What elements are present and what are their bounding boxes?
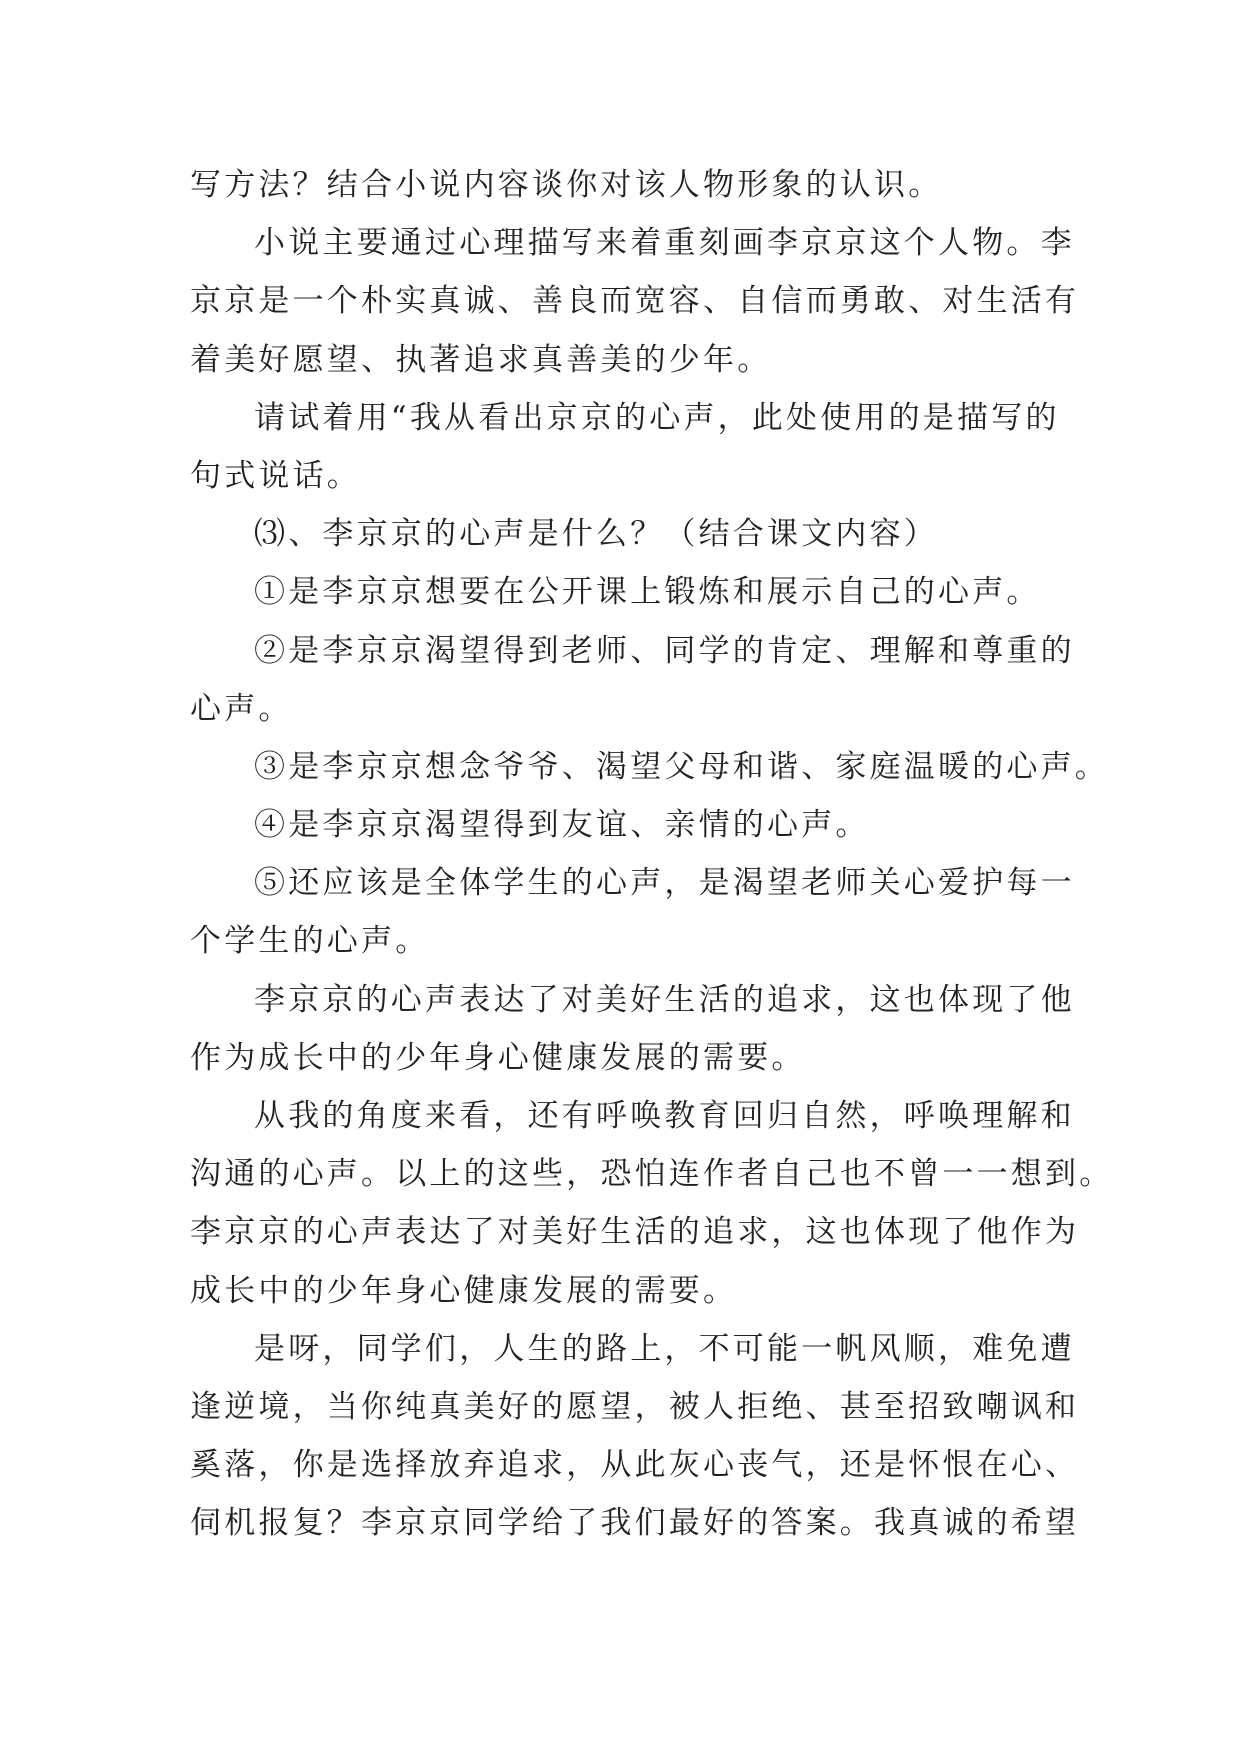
text-line: ③是李京京想念爷爷、渴望父母和谐、家庭温暖的心声。 [254, 748, 1109, 785]
text-line: 着美好愿望、执著追求真善美的少年。 [190, 341, 772, 378]
text-line: ④是李京京渴望得到友谊、亲情的心声。 [254, 807, 870, 844]
text-line: 个学生的心声。 [190, 923, 430, 960]
text-line: 小说主要通过心理描写来着重刻画李京京这个人物。李 [254, 225, 1075, 262]
text-line: ⑶、李京京的心声是什么？（结合课文内容） [254, 516, 938, 553]
text-line: 沟通的心声。以上的这些，恐怕连作者自己也不曾一一想到。 [190, 1156, 1114, 1193]
text-line: ②是李京京渴望得到老师、同学的肯定、理解和尊重的 [254, 632, 1075, 669]
text-line: 从我的角度来看，还有呼唤教育回归自然，呼唤理解和 [254, 1098, 1075, 1134]
text-line: ⑤还应该是全体学生的心声，是渴望老师关心爱护每一 [254, 865, 1075, 902]
text-line: 句式说话。 [190, 457, 361, 494]
text-line: 逢逆境，当你纯真美好的愿望，被人拒绝、甚至招致嘲讽和 [190, 1388, 1080, 1425]
text-line: 作为成长中的少年身心健康发展的需要。 [190, 1039, 806, 1076]
document-body [190, 156, 1114, 1553]
text-line: 心声。 [190, 690, 293, 727]
text-line: 成长中的少年身心健康发展的需要。 [190, 1272, 738, 1309]
text-line: ①是李京京想要在公开课上锻炼和展示自己的心声。 [254, 574, 1041, 611]
text-line: 写方法？结合小说内容谈你对该人物形象的认识。 [190, 167, 943, 203]
text-line: 请试着用“我从看出京京的心声，此处使用的是描写的 [254, 399, 1060, 436]
text-line: 伺机报复？李京京同学给了我们最好的答案。我真诚的希望 [190, 1505, 1080, 1542]
text-line: 李京京的心声表达了对美好生活的追求，这也体现了他作为 [190, 1214, 1080, 1251]
text-line: 是呀，同学们，人生的路上，不可能一帆风顺，难免遭 [254, 1330, 1075, 1367]
text-line: 李京京的心声表达了对美好生活的追求，这也体现了他 [254, 981, 1075, 1018]
text-line: 京京是一个朴实真诚、善良而宽容、自信而勇敢、对生活有 [190, 283, 1080, 320]
text-line: 奚落，你是选择放弃追求，从此灰心丧气，还是怀恨在心、 [190, 1447, 1080, 1484]
